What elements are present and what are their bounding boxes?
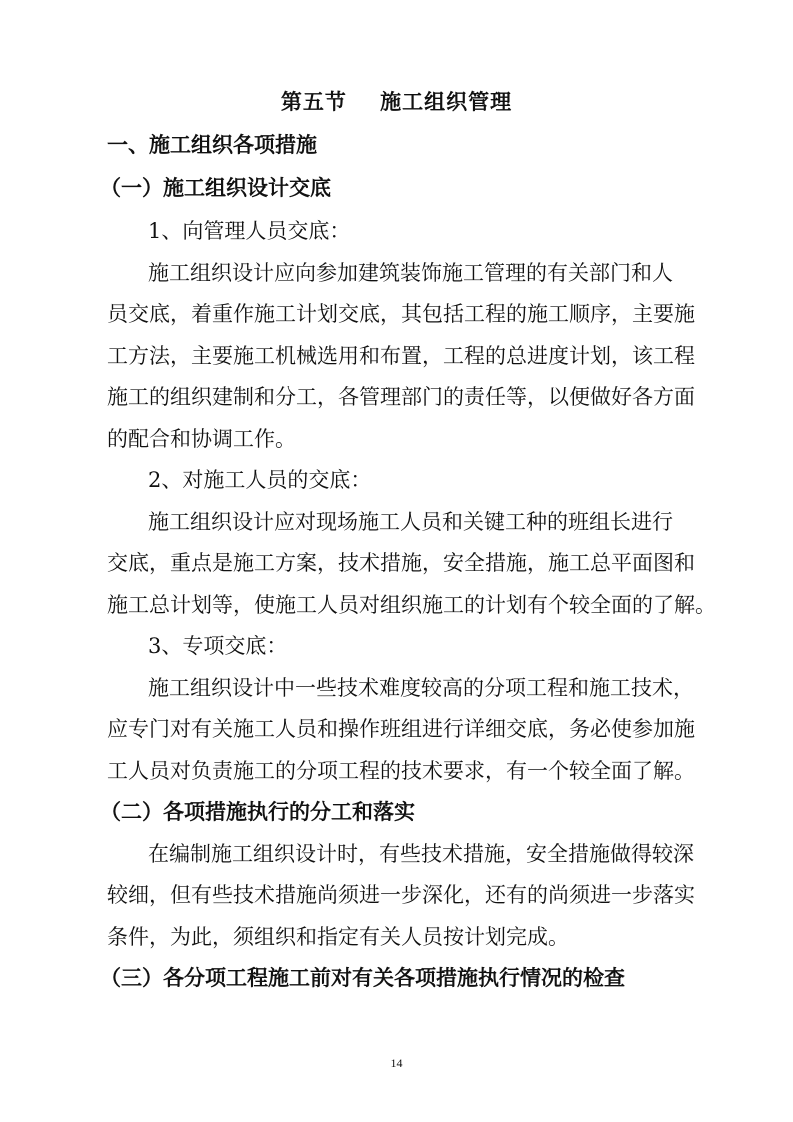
paragraph-line: 工方法，主要施工机械选用和布置，工程的总进度计划，该工程 <box>107 344 695 368</box>
item-1-label: 1、向管理人员交底： <box>148 219 351 243</box>
subsection-heading-3: （三）各分项工程施工前对有关各项措施执行情况的检查 <box>100 965 625 990</box>
subsection-heading-1: （一）施工组织设计交底 <box>100 175 331 200</box>
paragraph-line: 在编制施工组织设计时，有些技术措施，安全措施做得较深 <box>148 842 694 866</box>
item-2-label: 2、对施工人员的交底： <box>148 468 372 492</box>
chapter-heading: 一、施工组织各项措施 <box>107 132 317 157</box>
paragraph-line: 应专门对有关施工人员和操作班组进行详细交底，务必使参加施 <box>107 717 695 741</box>
paragraph-line: 施工组织设计应对现场施工人员和关键工种的班组长进行 <box>148 510 673 534</box>
paragraph-line: 员交底，着重作施工计划交底，其包括工程的施工顺序，主要施 <box>107 302 695 326</box>
paragraph-line: 的配合和协调工作。 <box>107 427 296 451</box>
subsection-heading-2: （二）各项措施执行的分工和落实 <box>100 799 415 824</box>
paragraph-line: 较细，但有些技术措施尚须进一步深化，还有的尚须进一步落实 <box>107 883 695 907</box>
paragraph-line: 施工的组织建制和分工，各管理部门的责任等，以便做好各方面 <box>107 385 695 409</box>
paragraph-line: 施工组织设计应向参加建筑装饰施工管理的有关部门和人 <box>148 261 673 285</box>
paragraph-line: 工人员对负责施工的分项工程的技术要求，有一个较全面了解。 <box>107 759 695 783</box>
item-3-label: 3、专项交底： <box>148 634 288 658</box>
paragraph-line: 条件，为此，须组织和指定有关人员按计划完成。 <box>107 925 569 949</box>
paragraph-line: 交底，重点是施工方案，技术措施，安全措施，施工总平面图和 <box>107 551 695 575</box>
page-number: 14 <box>390 1056 403 1070</box>
paragraph-line: 施工总计划等，使施工人员对组织施工的计划有个较全面的了解。 <box>107 593 716 617</box>
paragraph-line: 施工组织设计中一些技术难度较高的分项工程和施工技术， <box>148 676 694 700</box>
section-title: 第五节 施工组织管理 <box>280 89 513 114</box>
